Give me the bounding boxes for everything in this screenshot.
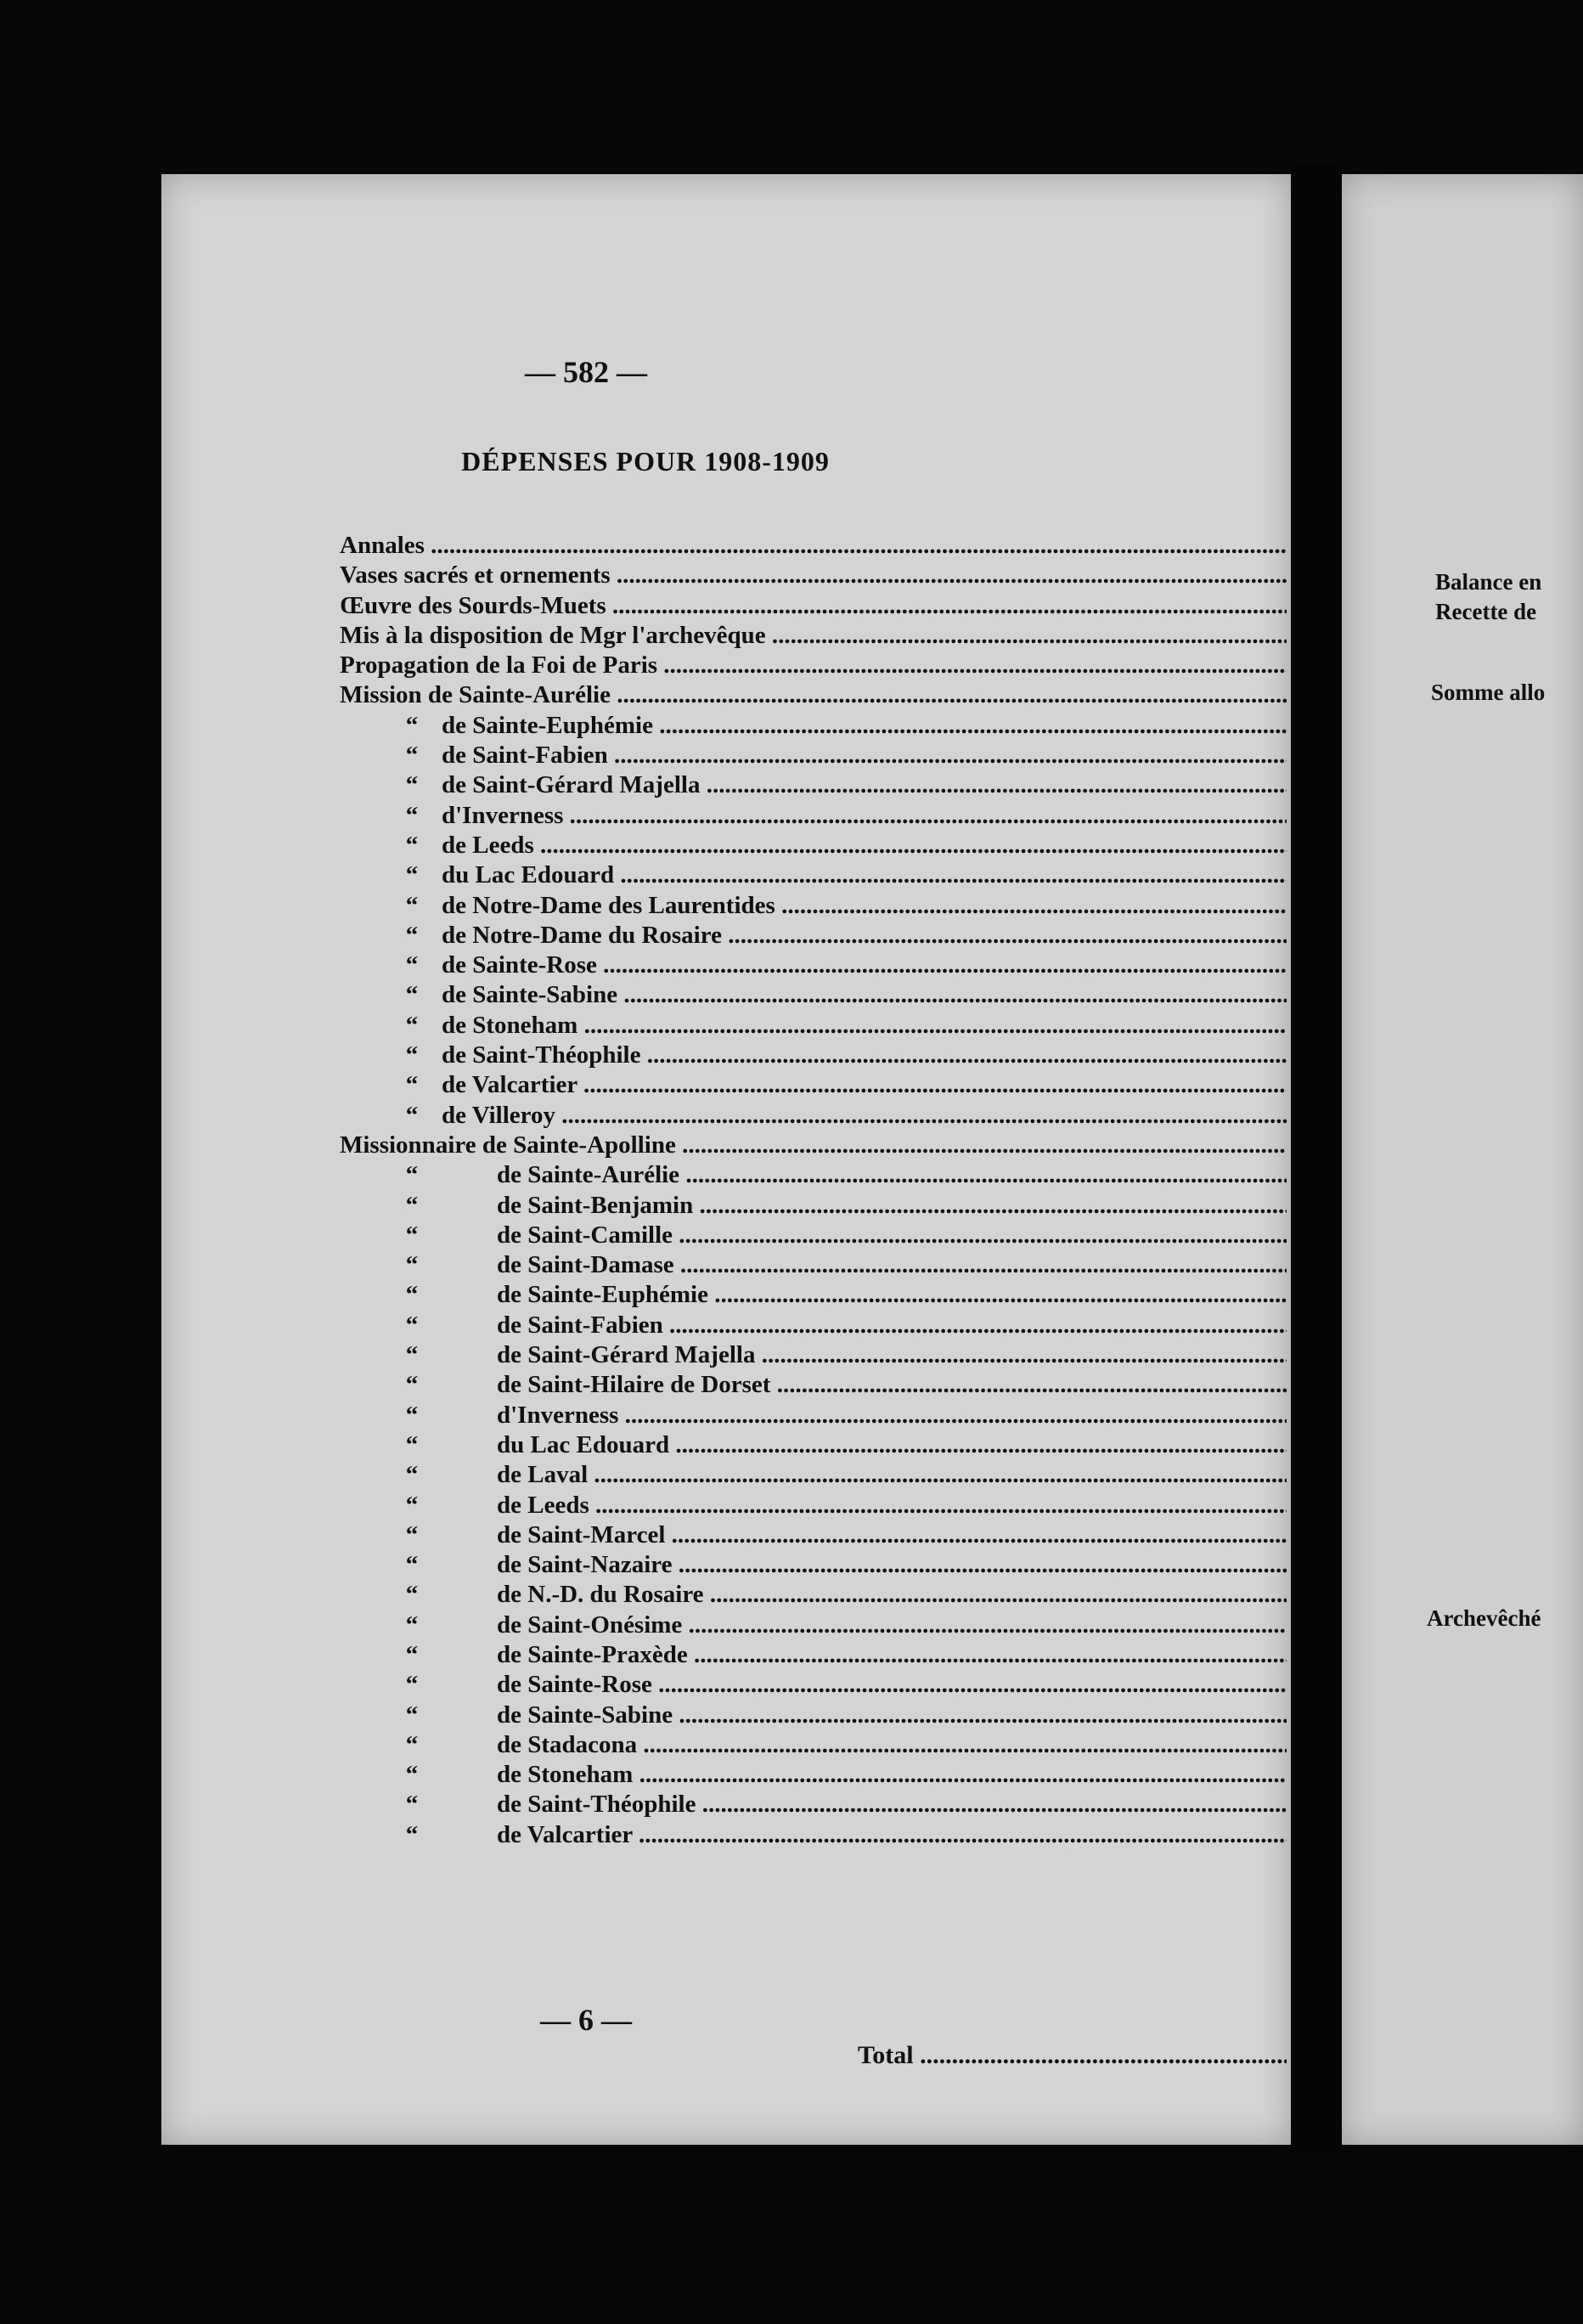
- ledger-row-label: [340, 1550, 1287, 1580]
- ledger-row-text: de Sainte-Aurélie: [497, 1161, 680, 1189]
- ledger-row: [340, 921, 1414, 950]
- ledger-row: [340, 1070, 1414, 1100]
- ledger-row: [340, 1280, 1414, 1310]
- ditto-mark: “: [405, 951, 419, 979]
- ledger-row: [340, 1670, 1414, 1700]
- ditto-mark: “: [405, 801, 419, 829]
- ledger-row-label: [340, 1670, 1287, 1700]
- ditto-mark: “: [405, 831, 419, 859]
- ditto-mark: “: [405, 861, 419, 889]
- ledger-row-text: de Stoneham: [442, 1011, 578, 1039]
- ledger-row-text: de Valcartier: [442, 1071, 577, 1099]
- ledger-row-label: [340, 1041, 1287, 1070]
- page-title: DÉPENSES POUR 1908-1909: [461, 446, 830, 477]
- ledger-row: [340, 1340, 1414, 1370]
- ledger-row-text: de Saint-Damase: [497, 1251, 674, 1279]
- ledger-row: [340, 680, 1414, 710]
- ledger-row-label: [340, 980, 1287, 1010]
- ledger-row: [340, 1311, 1414, 1340]
- right-page-line: Archevêché: [1427, 1605, 1541, 1631]
- ledger-row: [340, 1760, 1414, 1790]
- ledger-row-label: [340, 831, 1287, 860]
- ledger-row-text: de Stoneham: [497, 1761, 634, 1789]
- ledger-row-text: Mis à la disposition de Mgr l'archevêque: [340, 621, 766, 649]
- ledger-row-label: [340, 1191, 1287, 1221]
- ledger-row-text: Vases sacrés et ornements: [340, 561, 611, 589]
- ledger-row-label: [340, 1280, 1287, 1310]
- ledger-row: [340, 860, 1414, 890]
- right-page-line: Balance en: [1435, 569, 1542, 595]
- ledger-row: [340, 1701, 1414, 1730]
- left-page: [161, 174, 1291, 2145]
- ledger-row-label: [340, 1370, 1287, 1400]
- ledger-row-label: [340, 770, 1287, 800]
- ditto-mark: “: [405, 1071, 419, 1099]
- ledger-row: [340, 1041, 1414, 1070]
- ledger-row: [340, 1820, 1414, 1850]
- ditto-mark: “: [405, 1761, 419, 1789]
- ditto-mark: “: [405, 1551, 419, 1579]
- ledger-row-text: d'Inverness: [497, 1401, 619, 1429]
- ledger-row-text: de Saint-Gérard Majella: [442, 771, 701, 799]
- ledger-row-label: [340, 1760, 1287, 1790]
- ledger-row-text: Missionnaire de Sainte-Apolline: [340, 1131, 676, 1159]
- ledger-row-label: [340, 1160, 1287, 1190]
- ledger-row: [340, 980, 1414, 1010]
- ditto-mark: “: [405, 1011, 419, 1039]
- ledger-row: [340, 1460, 1414, 1490]
- ledger-row-label: [340, 860, 1287, 890]
- ledger-row-text: de Saint-Marcel: [497, 1520, 666, 1548]
- ledger-row-text: Œuvre des Sourds-Muets: [340, 591, 606, 619]
- ledger-row-text: de Sainte-Euphémie: [442, 711, 653, 739]
- ditto-mark: “: [405, 1371, 419, 1399]
- ledger-row: [340, 1011, 1414, 1041]
- ledger-row-text: de N.-D. du Rosaire: [497, 1581, 704, 1609]
- ledger-row-text: Mission de Sainte-Aurélie: [340, 681, 611, 709]
- ledger-row-text: de Saint-Benjamin: [497, 1191, 694, 1219]
- ledger-row-label: [340, 1730, 1287, 1760]
- ledger-row-text: du Lac Edouard: [442, 861, 615, 889]
- ledger-row-text: de Sainte-Praxède: [497, 1640, 688, 1668]
- ledger-row: [340, 561, 1414, 590]
- ledger-row: [340, 1160, 1414, 1190]
- ledger-row: [340, 591, 1414, 621]
- ditto-mark: “: [405, 1581, 419, 1609]
- ledger-row: [340, 1131, 1414, 1160]
- ditto-mark: “: [405, 1820, 419, 1848]
- ledger-row-text: de Valcartier: [497, 1820, 633, 1848]
- ditto-mark: “: [405, 771, 419, 799]
- right-page-line: Somme allo: [1431, 680, 1546, 705]
- ledger-row-label: [340, 1011, 1287, 1041]
- ledger-row-label: [340, 1131, 1287, 1160]
- ditto-mark: “: [405, 981, 419, 1009]
- ledger-row-text: de Saint-Théophile: [497, 1791, 696, 1819]
- ledger-row-label: [340, 1070, 1287, 1100]
- ditto-mark: “: [405, 1221, 419, 1249]
- ledger-row-text: du Lac Edouard: [497, 1430, 670, 1458]
- ditto-mark: “: [405, 1311, 419, 1339]
- ditto-mark: “: [405, 711, 419, 739]
- ledger-row-label: [340, 1430, 1287, 1460]
- right-page-line: Recette de: [1435, 599, 1537, 624]
- ledger-row-label: [340, 1250, 1287, 1280]
- ditto-mark: “: [405, 1610, 419, 1639]
- ledger-row-label: [340, 1401, 1287, 1430]
- ditto-mark: “: [405, 1640, 419, 1668]
- ledger-row: [340, 891, 1414, 921]
- ledger-row: [340, 1730, 1414, 1760]
- ledger-row: [340, 1430, 1414, 1460]
- ledger-row-text: de Sainte-Rose: [497, 1671, 652, 1699]
- ledger-row: [340, 1580, 1414, 1610]
- ledger-row-label: [340, 741, 1287, 770]
- ditto-mark: “: [405, 921, 419, 949]
- ledger-row-text: de Saint-Fabien: [497, 1311, 663, 1339]
- ledger-row: [340, 1550, 1414, 1580]
- ledger-row-label: [340, 621, 1287, 651]
- ledger-row-text: de Notre-Dame des Laurentides: [442, 891, 775, 919]
- ledger-row-text: de Sainte-Sabine: [497, 1701, 673, 1729]
- ledger-row-text: de Saint-Gérard Majella: [497, 1341, 756, 1369]
- expense-ledger: [340, 531, 1414, 1850]
- ledger-row-label: [340, 1491, 1287, 1520]
- ledger-row-text: de Sainte-Euphémie: [497, 1281, 708, 1309]
- ledger-row-text: de Leeds: [497, 1491, 589, 1519]
- ledger-row-label: [340, 561, 1287, 590]
- right-page: [1342, 174, 1583, 2145]
- ledger-row-text: de Saint-Onésime: [497, 1610, 683, 1639]
- page-number-bottom: — 6 —: [540, 2003, 632, 2037]
- ledger-row: [340, 1101, 1414, 1131]
- ditto-mark: “: [405, 891, 419, 919]
- ledger-row-label: [340, 1820, 1287, 1850]
- ledger-row-label: [340, 1460, 1287, 1490]
- ledger-row-text: de Sainte-Sabine: [442, 981, 618, 1009]
- ledger-row-label: [340, 1311, 1287, 1340]
- ledger-row-label: [340, 921, 1287, 950]
- ledger-row: [340, 531, 1414, 561]
- ditto-mark: “: [405, 1281, 419, 1309]
- ledger-row-text: de Notre-Dame du Rosaire: [442, 921, 722, 949]
- ledger-row-text: de Laval: [497, 1461, 589, 1489]
- ditto-mark: “: [405, 1191, 419, 1219]
- ledger-row-text: de Saint-Nazaire: [497, 1551, 673, 1579]
- ledger-row: [340, 711, 1414, 741]
- ledger-row-label: [340, 1640, 1287, 1670]
- ditto-mark: “: [405, 1251, 419, 1279]
- ditto-mark: “: [405, 1341, 419, 1369]
- ledger-row: [340, 801, 1414, 831]
- ledger-row-text: de Villeroy: [442, 1101, 555, 1129]
- ditto-mark: “: [405, 1791, 419, 1819]
- ditto-mark: “: [405, 1161, 419, 1189]
- ledger-row: [340, 1401, 1414, 1430]
- ditto-mark: “: [405, 1101, 419, 1129]
- ledger-row-label: [340, 891, 1287, 921]
- ditto-mark: “: [405, 1491, 419, 1519]
- ledger-row: [340, 1191, 1414, 1221]
- ledger-row: [340, 1520, 1414, 1550]
- ledger-row-label: [340, 711, 1287, 741]
- ledger-row: [340, 1491, 1414, 1520]
- ledger-row: [340, 1370, 1414, 1400]
- ledger-row-label: [340, 591, 1287, 621]
- ledger-row-text: d'Inverness: [442, 801, 564, 829]
- ditto-mark: “: [405, 1520, 419, 1548]
- ledger-row-text: Propagation de la Foi de Paris: [340, 652, 658, 680]
- ledger-row-label: [340, 1340, 1287, 1370]
- ledger-row-text: de Saint-Hilaire de Dorset: [497, 1371, 771, 1399]
- ditto-mark: “: [405, 1461, 419, 1489]
- ditto-mark: “: [405, 1701, 419, 1729]
- ledger-row: [340, 1610, 1414, 1640]
- ledger-row: [340, 1790, 1414, 1819]
- ledger-row: [340, 950, 1414, 980]
- ledger-row-label: [340, 531, 1287, 561]
- ledger-row-text: de Stadacona: [497, 1730, 638, 1758]
- ledger-row-label: [340, 1610, 1287, 1640]
- ledger-row-text: de Sainte-Rose: [442, 951, 597, 979]
- ditto-mark: “: [405, 1730, 419, 1758]
- ditto-mark: “: [405, 1401, 419, 1429]
- ledger-row-label: [340, 1701, 1287, 1730]
- ledger-row: [340, 1640, 1414, 1670]
- ledger-row-label: [340, 651, 1287, 680]
- ledger-row-text: de Leeds: [442, 831, 534, 859]
- total-label: Total .....: [858, 2039, 1287, 2073]
- ditto-mark: “: [405, 1041, 419, 1069]
- ditto-mark: “: [405, 1671, 419, 1699]
- ledger-row-label: [340, 1520, 1287, 1550]
- ledger-row-label: [340, 1101, 1287, 1131]
- book-gutter: [1291, 166, 1342, 2153]
- ledger-row-label: [340, 801, 1287, 831]
- ledger-row-label: [340, 1790, 1287, 1819]
- ledger-row-label: [340, 680, 1287, 710]
- ledger-row-text: de Saint-Camille: [497, 1221, 673, 1249]
- ledger-row: [340, 770, 1414, 800]
- ledger-row: [340, 741, 1414, 770]
- ledger-row-label: [340, 1221, 1287, 1250]
- ditto-mark: “: [405, 1430, 419, 1458]
- ledger-row-label: [340, 1580, 1287, 1610]
- ledger-row-text: Annales: [340, 532, 425, 559]
- ledger-row-label: [340, 950, 1287, 980]
- page-number-top: — 582 —: [525, 355, 647, 389]
- ledger-row: [340, 831, 1414, 860]
- ditto-mark: “: [405, 742, 419, 770]
- ledger-row: [340, 1221, 1414, 1250]
- ledger-row: [340, 1250, 1414, 1280]
- ledger-row-text: de Saint-Fabien: [442, 742, 608, 770]
- ledger-row-text: de Saint-Théophile: [442, 1041, 641, 1069]
- ledger-row: [340, 651, 1414, 680]
- ledger-row: [340, 621, 1414, 651]
